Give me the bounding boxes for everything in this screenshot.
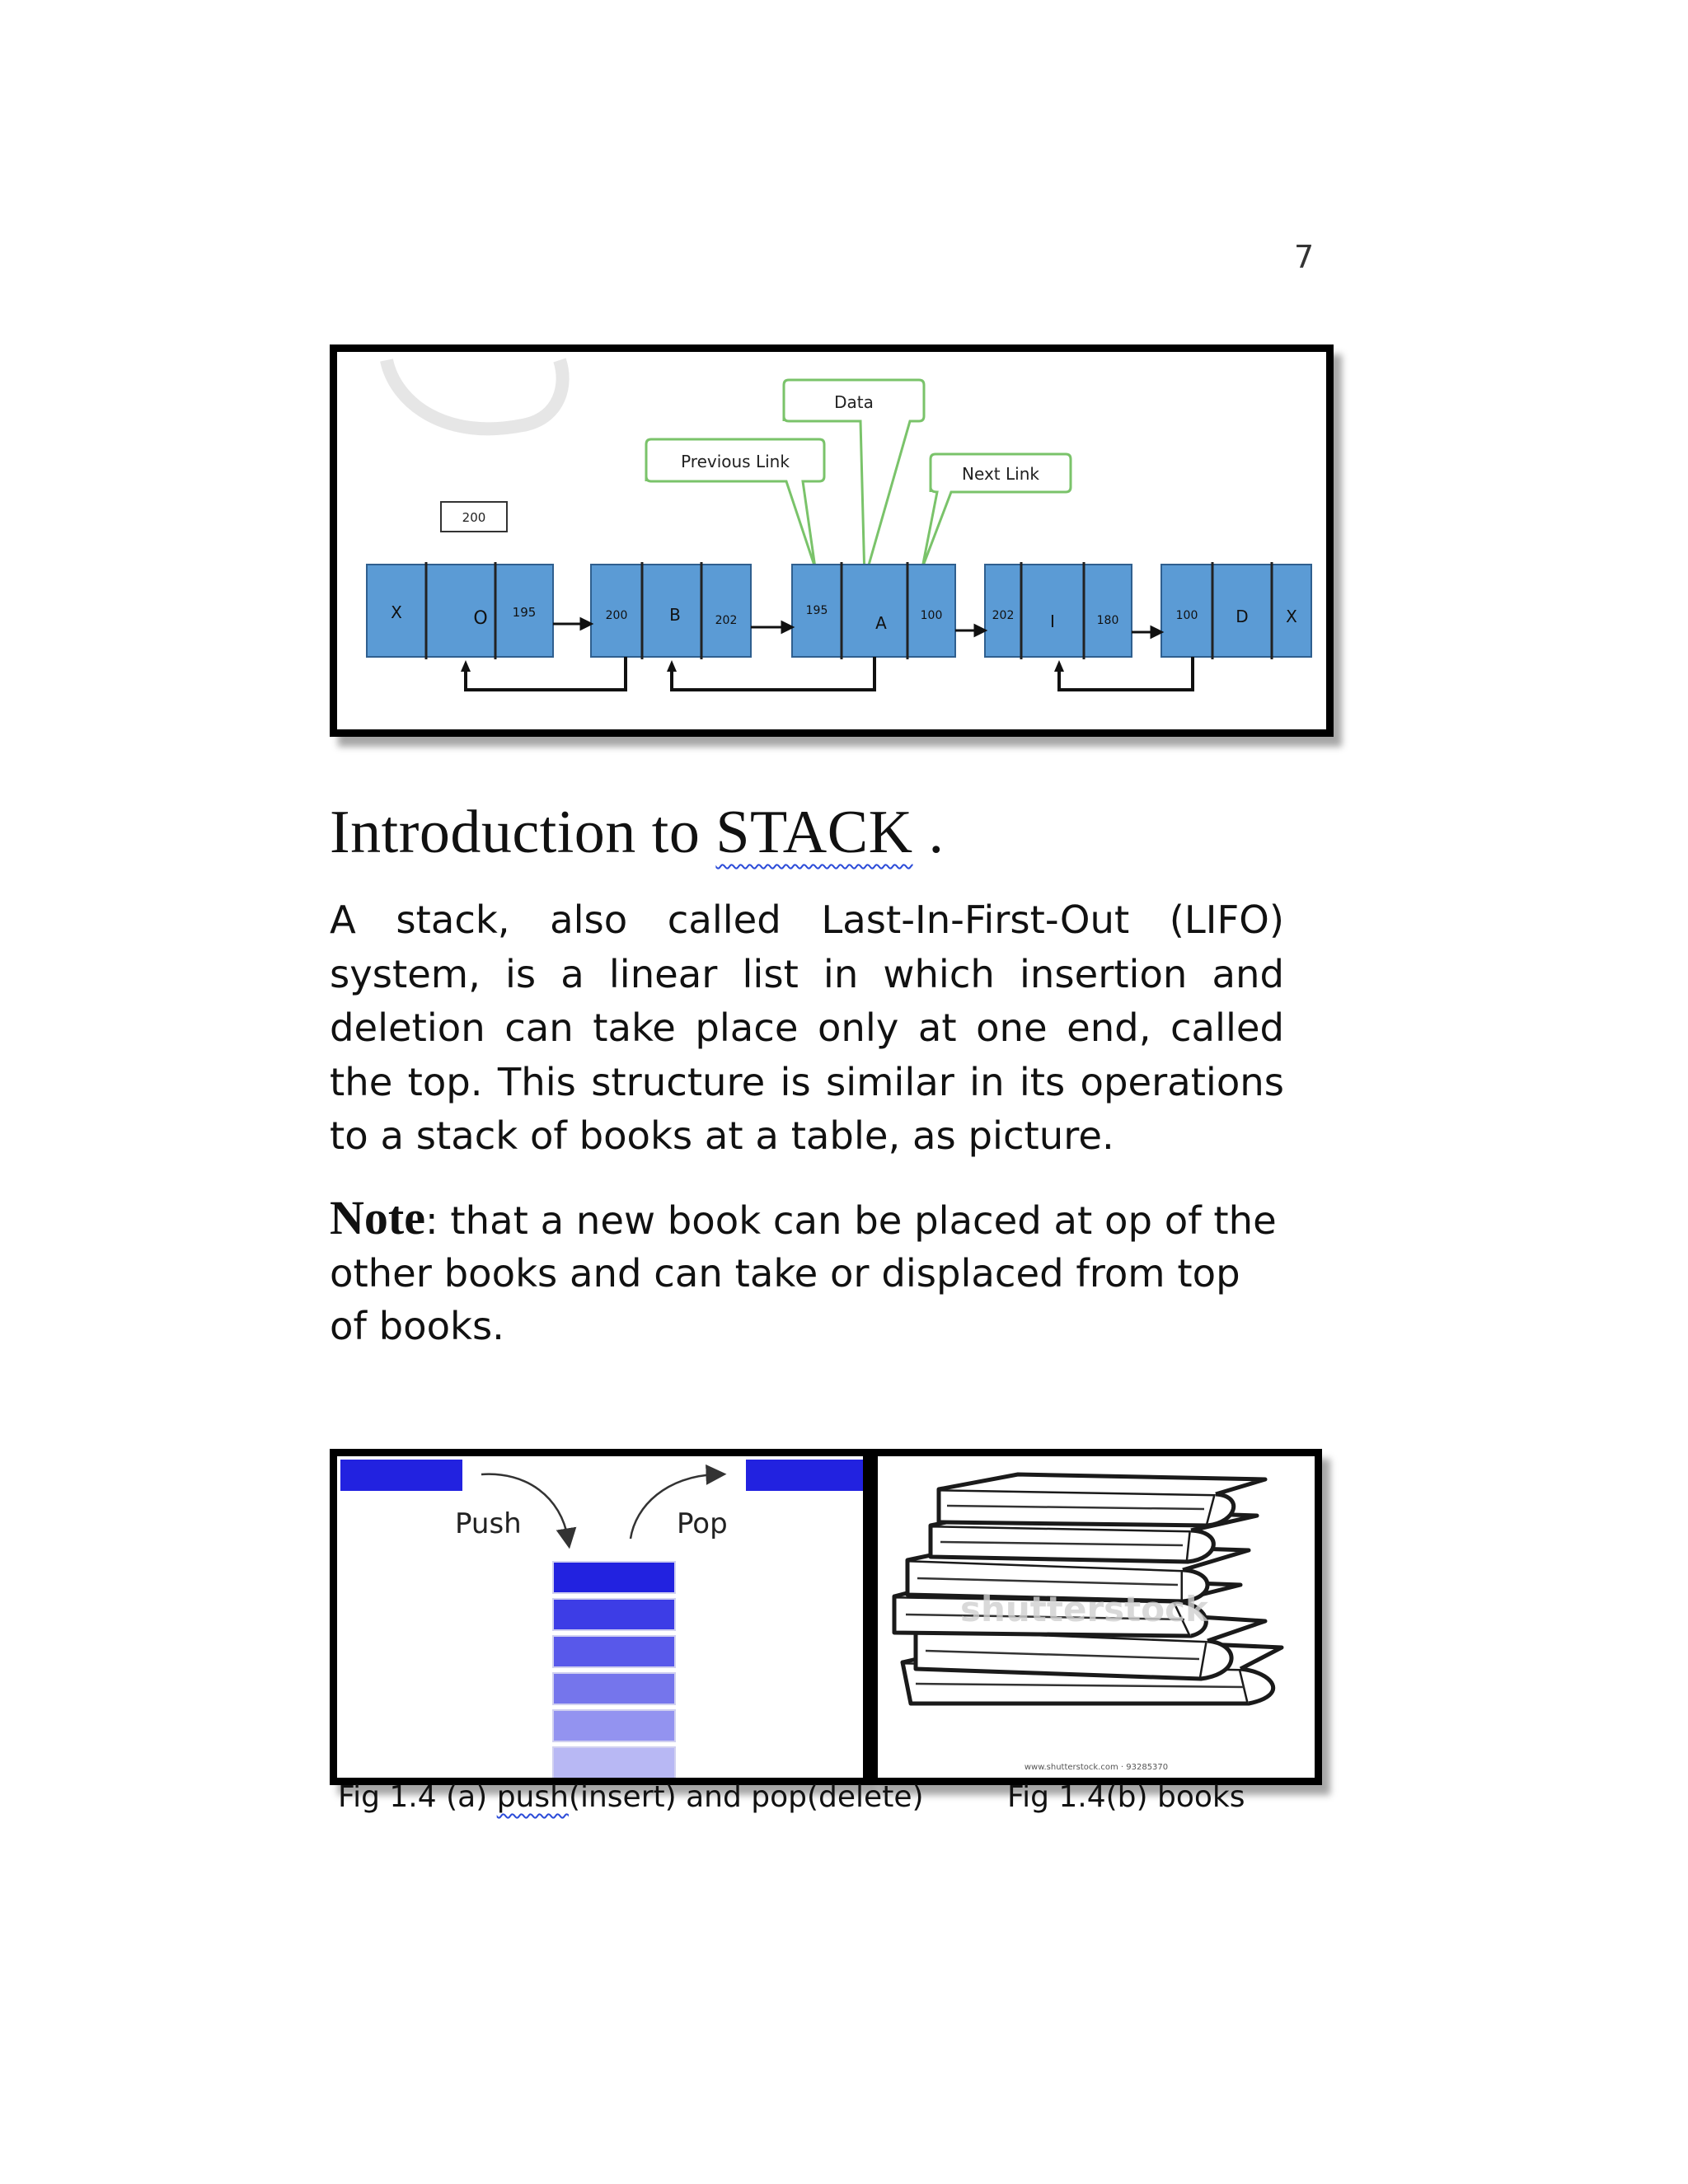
heading-keyword: STACK: [715, 799, 913, 866]
callout-data-text: Data: [834, 392, 874, 412]
node-4: [1161, 562, 1311, 659]
push-pop-diagram: [337, 1456, 863, 1778]
note-paragraph: [330, 1192, 1284, 1352]
node-0-data: O: [473, 608, 488, 629]
linked-list-figure: [330, 344, 1334, 737]
popped-element: [746, 1460, 863, 1491]
note-colon: :: [424, 1198, 438, 1243]
node-2-prev: 195: [805, 604, 828, 617]
pop-label: Pop: [677, 1507, 728, 1540]
stack-block: [553, 1673, 675, 1704]
node-3-prev: 202: [992, 609, 1015, 622]
push-label: Push: [455, 1507, 522, 1540]
node-1-prev: 200: [605, 609, 628, 622]
caption-books: Fig 1.4(b) books: [1007, 1780, 1245, 1814]
section-heading: [330, 798, 945, 868]
books-figure: [870, 1449, 1322, 1785]
prev-pointer-arrowheads: [461, 660, 1064, 672]
node-2-data: A: [875, 613, 887, 633]
stack-block: [553, 1636, 675, 1667]
linked-list-diagram: [337, 352, 1326, 729]
prev-pointer-arrows: [466, 657, 1193, 690]
heading-prefix: Introduction to: [330, 799, 716, 866]
callout-previous-link: [646, 439, 824, 568]
stack-blocks: [553, 1562, 675, 1778]
node-3-data: I: [1050, 612, 1055, 631]
node-0-prev: X: [391, 602, 402, 622]
stack-block: [553, 1747, 675, 1778]
note-text: that a new book can be placed at op of the other books and can take or displaced from top of books.: [330, 1198, 1277, 1348]
node-1-next: 202: [715, 614, 738, 627]
node-0: [367, 562, 553, 659]
page-number: 7: [1294, 239, 1315, 275]
caption-a-suffix: (insert) and pop(delete): [568, 1780, 924, 1814]
books-illustration: [878, 1456, 1315, 1778]
node-4-prev: 100: [1175, 609, 1198, 622]
node-3-next: 180: [1096, 614, 1119, 627]
node-3: [985, 562, 1132, 659]
address-box-text: 200: [462, 510, 486, 525]
push-pop-figure: [330, 1449, 870, 1785]
image-footer: www.shutterstock.com · 93285370: [1024, 1763, 1169, 1772]
caption-a-prefix: Fig 1.4 (a): [338, 1780, 497, 1814]
node-4-data: D: [1236, 607, 1249, 626]
node-1: [591, 562, 751, 659]
caption-a-word: push: [496, 1780, 569, 1814]
watermark-text: shutterstock: [960, 1589, 1208, 1629]
stack-block: [553, 1710, 675, 1741]
callout-next-link-text: Next Link: [962, 464, 1039, 484]
callout-next-link: [922, 454, 1071, 568]
node-4-next: X: [1286, 607, 1297, 626]
heading-suffix: .: [912, 799, 945, 866]
stack-block: [553, 1562, 675, 1593]
note-label: Note: [330, 1191, 425, 1244]
node-2-next: 100: [920, 609, 943, 622]
stack-definition-paragraph: A stack, also called Last-In-First-Out (LIFO) system, is a linear list in which insertion and deletion can take place only at one end, called the top. This structure is similar in its operations to a stack of books at a table, as picture.: [330, 898, 1284, 1158]
watermark-arc: [387, 360, 563, 429]
node-2: [792, 562, 955, 659]
node-0-next: 195: [512, 605, 537, 620]
caption-push-pop: [338, 1780, 924, 1814]
callout-previous-link-text: Previous Link: [681, 452, 790, 471]
pushed-element: [340, 1460, 462, 1491]
node-1-data: B: [669, 605, 681, 625]
stack-block: [553, 1599, 675, 1630]
